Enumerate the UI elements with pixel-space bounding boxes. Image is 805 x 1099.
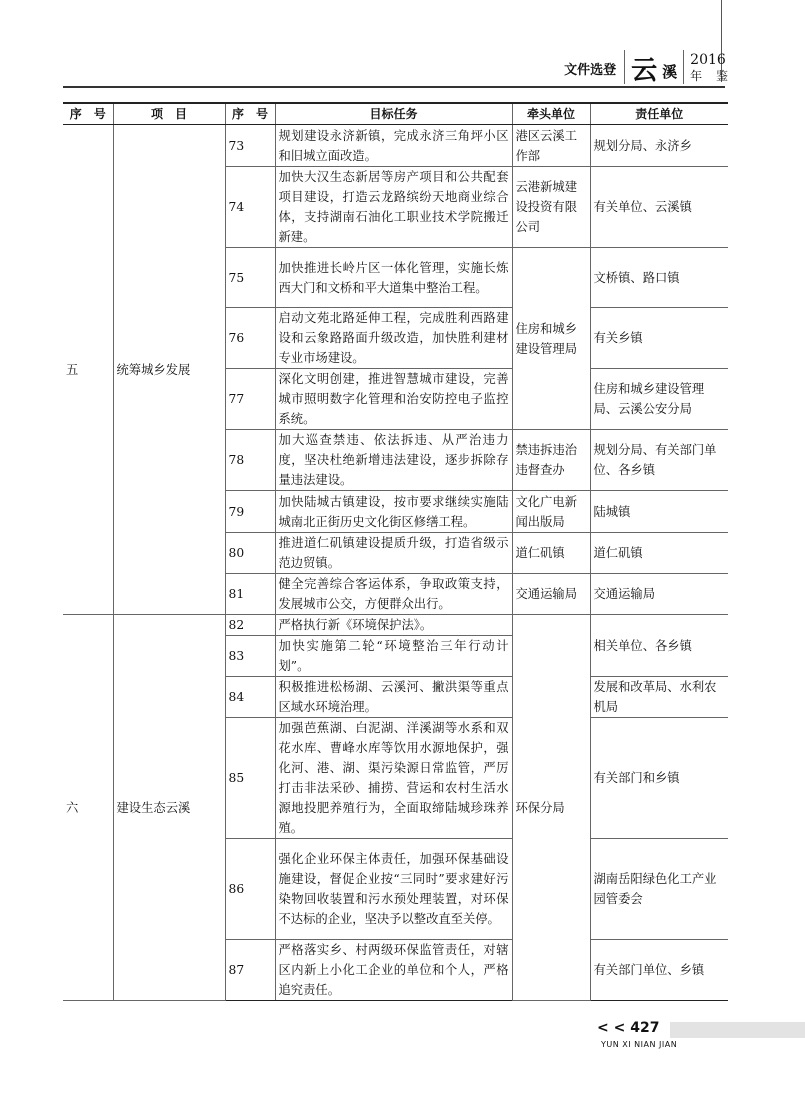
row-resp: 有关部门和乡镇 [590,718,728,839]
group-seq: 五 [63,125,113,615]
row-task: 规划建设永济新镇，完成永济三角坪小区和旧城立面改造。 [275,125,512,167]
row-resp: 规划分局、永济乡 [590,125,728,167]
row-resp: 规划分局、有关部门单位、各乡镇 [590,430,728,491]
row-lead: 禁违拆违治违督查办 [512,430,590,491]
row-lead: 交通运输局 [512,574,590,615]
row-resp: 陆城镇 [590,491,728,533]
row-task: 加快实施第二轮“环境整治三年行动计划”。 [275,636,512,677]
row-task: 加大巡查禁违、依法拆违、从严治违力度，坚决杜绝新增违法建设，逐步拆除存量违法建设。 [275,430,512,491]
row-task: 加快陆城古镇建设，按市要求继续实施陆城南北正街历史文化街区修缮工程。 [275,491,512,533]
row-num: 74 [225,167,275,248]
group-seq: 六 [63,615,113,1001]
row-num: 83 [225,636,275,677]
column-header: 序 号 [225,103,275,125]
group-title: 建设生态云溪 [113,615,225,1001]
row-num: 85 [225,718,275,839]
row-resp: 相关单位、各乡镇 [590,615,728,677]
row-num: 79 [225,491,275,533]
row-num: 86 [225,839,275,940]
task-table [63,102,728,1001]
row-resp: 湖南岳阳绿色化工产业园管委会 [590,839,728,940]
header-divider-2 [683,50,684,84]
row-num: 87 [225,940,275,1001]
row-task: 严格落实乡、村两级环保监管责任，对辖区内新上小化工企业的单位和个人，严格追究责任。 [275,940,512,1001]
footer-bar [670,1022,805,1038]
row-task: 启动文苑北路延伸工程，完成胜利西路建设和云象路路面升级改造，加快胜利建材专业市场建设。 [275,308,512,369]
row-lead: 住房和城乡建设管理局 [512,248,590,430]
row-task: 推进道仁矶镇建设提质升级，打造省级示范边贸镇。 [275,533,512,574]
row-task: 加强芭蕉湖、白泥湖、洋溪湖等水系和双花水库、曹峰水库等饮用水源地保护，强化河、港、湖、渠污染源日常监管，严厉打击非法采砂、捕捞、营运和农村生活水源地投肥养殖行为，全面取缔陆城珍珠养殖。 [275,718,512,839]
group-title: 统筹城乡发展 [113,125,225,615]
column-header: 牵头单位 [512,103,590,125]
column-header: 目标任务 [275,103,512,125]
section-title: 文件选登 [564,63,617,78]
row-lead: 环保分局 [512,615,590,1001]
table-row [63,125,728,167]
row-resp: 住房和城乡建设管理局、云溪公安分局 [590,369,728,430]
row-task: 严格执行新《环境保护法》。 [275,615,512,636]
row-resp: 有关乡镇 [590,308,728,369]
yearbook-year: 2016 [690,52,726,68]
row-num: 84 [225,677,275,718]
row-num: 82 [225,615,275,636]
row-task: 深化文明创建，推进智慧城市建设，完善城市照明数字化管理和治安防控电子监控系统。 [275,369,512,430]
row-lead: 云港新城建设投资有限公司 [512,167,590,248]
row-lead: 文化广电新闻出版局 [512,491,590,533]
row-num: 78 [225,430,275,491]
row-num: 73 [225,125,275,167]
table-row [63,615,728,636]
row-num: 81 [225,574,275,615]
row-num: 77 [225,369,275,430]
row-task: 加快大汉生态新居等房产项目和公共配套项目建设，打造云龙路缤纷天地商业综合体，支持湖南石油化工职业技术学院搬迁新建。 [275,167,512,248]
row-task: 加快推进长岭片区一体化管理，实施长炼西大门和文桥和平大道集中整治工程。 [275,248,512,308]
column-header: 序 号 [63,103,113,125]
yearbook-label: 年 鉴 [690,69,733,83]
header-divider [624,50,625,84]
row-resp: 有关部门单位、乡镇 [590,940,728,1001]
year-block [690,52,733,84]
row-task: 健全完善综合客运体系，争取政策支持，发展城市公交，方便群众出行。 [275,574,512,615]
header-rule [63,86,725,88]
row-num: 76 [225,308,275,369]
row-resp: 交通运输局 [590,574,728,615]
yearbook-logo: 云 [631,56,659,86]
yearbook-logo-sub: 溪 [662,63,678,81]
row-num: 75 [225,248,275,308]
column-header: 责任单位 [590,103,728,125]
table-header-row [63,103,728,125]
row-lead: 道仁矶镇 [512,533,590,574]
row-resp: 文桥镇、路口镇 [590,248,728,308]
page-number: < < 427 [597,1020,660,1036]
row-resp: 发展和改革局、水利农机局 [590,677,728,718]
column-header: 项 目 [113,103,225,125]
row-resp: 道仁矶镇 [590,533,728,574]
row-resp: 有关单位、云溪镇 [590,167,728,248]
row-task: 积极推进松杨湖、云溪河、撇洪渠等重点区域水环境治理。 [275,677,512,718]
row-num: 80 [225,533,275,574]
page-header [564,40,733,84]
footer-subtitle: YUN XI NIAN JIAN [601,1040,678,1049]
row-lead: 港区云溪工作部 [512,125,590,167]
row-task: 强化企业环保主体责任，加强环保基础设施建设，督促企业按“三同时”要求建好污染物回收装置和污水预处理装置，对环保不达标的企业，坚决予以整改直至关停。 [275,839,512,940]
